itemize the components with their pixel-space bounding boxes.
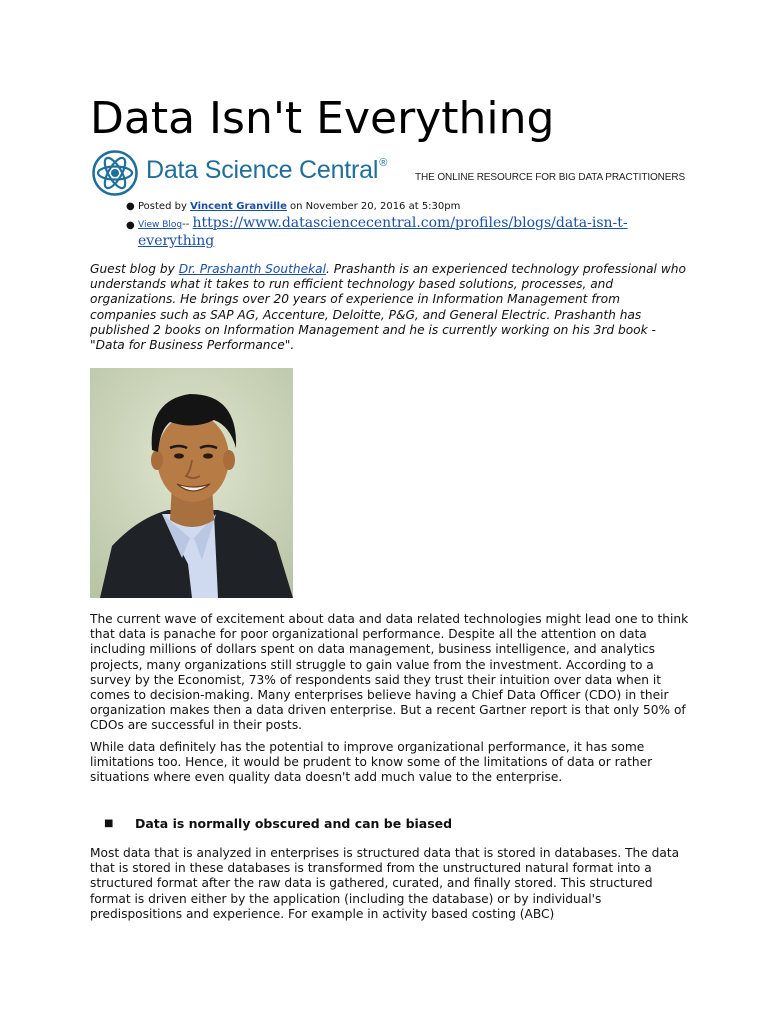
- post-url-link[interactable]: https://www.datasciencecentral.com/profiles/blogs/data-isn-t- everything: [138, 215, 628, 249]
- page-title: Data Isn't Everything: [90, 93, 555, 144]
- author-profile-link[interactable]: Dr. Prashanth Southekal: [178, 262, 327, 276]
- posted-by-line: ● Posted by Vincent Granville on November 20, 2016 at 5:30pm: [126, 199, 696, 215]
- body-paragraph: Most data that is analyzed in enterprises is structured data that is stored in databases. The data that is stored in these databases is transformed from the unstructured natural format into a structured format after the raw data is gathered, curated, and finally stored. This structured format is driven either by the application (including the database) or by individual's predispositions and experience. For example in activity based costing (ABC): [90, 846, 680, 921]
- view-blog-link[interactable]: View Blog: [138, 220, 183, 230]
- brand-name: Data Science Central®: [146, 156, 388, 184]
- author-link[interactable]: Vincent Granville: [190, 201, 287, 212]
- body-paragraph: While data definitely has the potential to improve organizational performance, it has some limitations too. Hence, it would be prudent to know some of the limitations of data or rather situations where even quality data doesn't add much value to the enterprise.: [90, 740, 653, 785]
- intro-paragraph: Guest blog by Dr. Prashanth Southekal. Prashanth is an experienced technology professional who understands what it takes to run efficient technology based solutions, processes, and organizations. He brings over 20 years of experience in Information Management from companies such as SAP AG, Accenture, Deloitte, P&G, and General Electric. Prashanth has published 2 books on Information Management and he is currently working on his 3rd book - "Data for Business Performance".: [90, 262, 686, 353]
- body-paragraph: The current wave of excitement about data and data related technologies might lead one to think that data is panache for poor organizational performance. Despite all the attention on data including millions of dollars spent on data management, business intelligence, and analytics projects, many organizations still struggle to gain value from the investment. According to a survey by the Economist, 73% of respondents said they trust their intuition over data when it comes to decision-making. Many enterprises believe having a Chief Data Officer (CDO) in their organization makes then a data driven enterprise. But a recent Gartner report is that only 50% of CDOs are successful in their posts.: [90, 612, 689, 733]
- atom-globe-icon: [92, 150, 138, 196]
- bullet-dot-icon: ●: [126, 201, 135, 212]
- bullet-dot-icon: ●: [126, 220, 135, 231]
- author-photo: [90, 368, 293, 598]
- square-bullet-icon: ■: [104, 818, 114, 829]
- post-meta: [126, 199, 696, 251]
- brand-banner: [90, 150, 690, 198]
- view-blog-line: ● View Blog-- https://www.datasciencecentral.com/profiles/blogs/data-isn-t- everything: [126, 215, 628, 249]
- brand-tagline: THE ONLINE RESOURCE FOR BIG DATA PRACTITIONERS: [415, 172, 686, 183]
